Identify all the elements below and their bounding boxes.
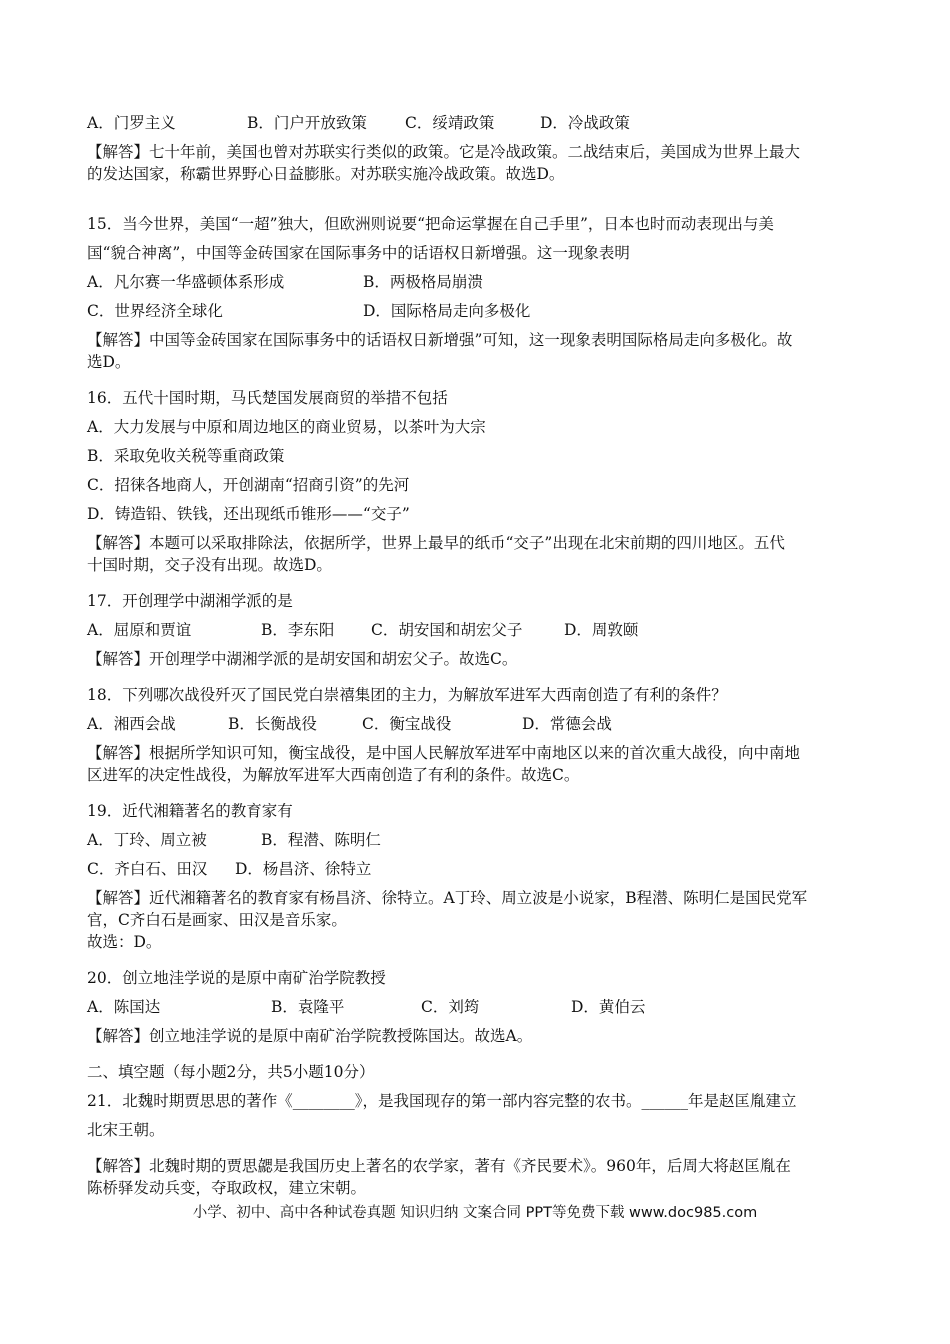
q20-option-c: C．刘筠 <box>421 998 480 1016</box>
q18-option-a: A．湘西会战 <box>87 715 176 733</box>
q14-options <box>87 112 867 134</box>
q16-option-b: B．采取免收关税等重商政策 <box>87 447 285 465</box>
q19-options-row2 <box>87 858 867 880</box>
q14-option-a: A．门罗主义 <box>87 114 176 132</box>
q21-answer-line2: 陈桥驿发动兵变，夺取政权，建立宋朝。 <box>87 1179 367 1197</box>
q15-options-row1 <box>87 271 867 293</box>
q18-option-b: B．长衡战役 <box>228 715 317 733</box>
q16-option-c: C．招徕各地商人，开创湖南“招商引资”的先河 <box>87 476 410 494</box>
q16-answer-line1: 【解答】本题可以采取排除法，依据所学，世界上最早的纸币“交子”出现在北宋前期的四川地区。五代 <box>87 534 785 552</box>
q19-option-b: B．程潜、陈明仁 <box>261 831 381 849</box>
q19-options-row1 <box>87 829 867 851</box>
q18-answer-line1: 【解答】根据所学知识可知，衡宝战役，是中国人民解放军进军中南地区以来的首次重大战役，向中南地 <box>87 744 801 762</box>
q21-stem-line1: 21．北魏时期贾思思的著作《________》，是我国现存的第一部内容完整的农书。______年是赵匡胤建立 <box>87 1092 797 1110</box>
q15-options-row2 <box>87 300 867 322</box>
q17-stem: 17．开创理学中湖湘学派的是 <box>87 592 293 610</box>
q19-answer-line2: 官，C齐白石是画家、田汉是音乐家。 <box>87 911 347 929</box>
q20-option-a: A．陈国达 <box>87 998 161 1016</box>
q18-option-c: C．衡宝战役 <box>362 715 452 733</box>
page-footer: 小学、初中、高中各种试卷真题 知识归纳 文案合同 PPT等免费下载 www.doc985.com <box>192 1205 758 1221</box>
q17-option-b: B．李东阳 <box>261 621 335 639</box>
section2-heading: 二、填空题（每小题2分，共5小题10分） <box>87 1063 375 1081</box>
q18-option-d: D．常德会战 <box>522 715 612 733</box>
q15-answer-line2: 选D。 <box>87 353 131 371</box>
q14-answer-line2: 的发达国家，称霸世界野心日益膨胀。对苏联实施冷战政策。故选D。 <box>87 165 565 183</box>
q17-options <box>87 619 867 641</box>
q16-answer-line2: 十国时期，交子没有出现。故选D。 <box>87 556 332 574</box>
q16-option-a: A．大力发展与中原和周边地区的商业贸易，以茶叶为大宗 <box>87 418 486 436</box>
q17-option-c: C．胡安国和胡宏父子 <box>371 621 523 639</box>
q16-stem: 16．五代十国时期，马氏楚国发展商贸的举措不包括 <box>87 389 448 407</box>
q19-answer-line1: 【解答】近代湘籍著名的教育家有杨昌济、徐特立。A丁玲、周立波是小说家，B程潜、陈明仁是国民党军 <box>87 889 808 907</box>
document-page <box>87 112 867 1199</box>
q19-option-a: A．丁玲、周立被 <box>87 831 207 849</box>
q21-answer-line1: 【解答】北魏时期的贾思勰是我国历史上著名的农学家，著有《齐民要术》。960年，后周大将赵匡胤在 <box>87 1157 791 1175</box>
q19-option-d: D．杨昌济、徐特立 <box>235 860 372 878</box>
q21-stem-line2: 北宋王朝。 <box>87 1121 165 1139</box>
q20-stem: 20．创立地洼学说的是原中南矿治学院教授 <box>87 969 386 987</box>
q18-options <box>87 713 867 735</box>
q18-answer-line2: 区进军的决定性战役，为解放军进军大西南创造了有利的条件。故选C。 <box>87 766 580 784</box>
q15-option-b: B．两极格局崩溃 <box>363 273 483 291</box>
q14-option-d: D．冷战政策 <box>540 114 630 132</box>
q19-option-c: C．齐白石、田汉 <box>87 860 208 878</box>
q20-option-d: D．黄伯云 <box>571 998 646 1016</box>
q15-answer-line1: 【解答】中国等金砖国家在国际事务中的话语权日新增强”可知，这一现象表明国际格局走向多极化。故 <box>87 331 793 349</box>
q19-answer-line3: 故选：D。 <box>87 933 162 951</box>
q16-option-d: D．铸造铅、铁钱，还出现纸币锥形——“交子” <box>87 505 410 523</box>
q15-stem-line1: 15．当今世界，美国“一超”独大，但欧洲则说要“把命运掌握在自己手里”，日本也时而动表现出与美 <box>87 215 774 233</box>
q14-option-b: B．门户开放致策 <box>247 114 367 132</box>
q19-stem: 19．近代湘籍著名的教育家有 <box>87 802 293 820</box>
q17-answer: 【解答】开创理学中湖湘学派的是胡安国和胡宏父子。故选C。 <box>87 650 518 668</box>
q15-option-d: D．国际格局走向多极化 <box>363 302 531 320</box>
q15-stem-line2: 国“貌合神离”，中国等金砖国家在国际事务中的话语权日新增强。这一现象表明 <box>87 244 630 262</box>
q17-option-a: A．屈原和贾谊 <box>87 621 192 639</box>
q20-options <box>87 996 867 1018</box>
q20-answer: 【解答】创立地洼学说的是原中南矿治学院教授陈国达。故选A。 <box>87 1027 533 1045</box>
q17-option-d: D．周敦颐 <box>564 621 639 639</box>
q15-option-c: C．世界经济全球化 <box>87 302 223 320</box>
q18-stem: 18．下列哪次战役歼灭了国民党白崇禧集团的主力，为解放军进军大西南创造了有利的条件？ <box>87 686 727 704</box>
q14-option-c: C．绥靖政策 <box>405 114 495 132</box>
q15-option-a: A．凡尔赛一华盛顿体系形成 <box>87 273 285 291</box>
q14-answer-line1: 【解答】七十年前，美国也曾对苏联实行类似的政策。它是冷战政策。二战结束后，美国成为世界上最大 <box>87 143 801 161</box>
q20-option-b: B．袁隆平 <box>271 998 345 1016</box>
